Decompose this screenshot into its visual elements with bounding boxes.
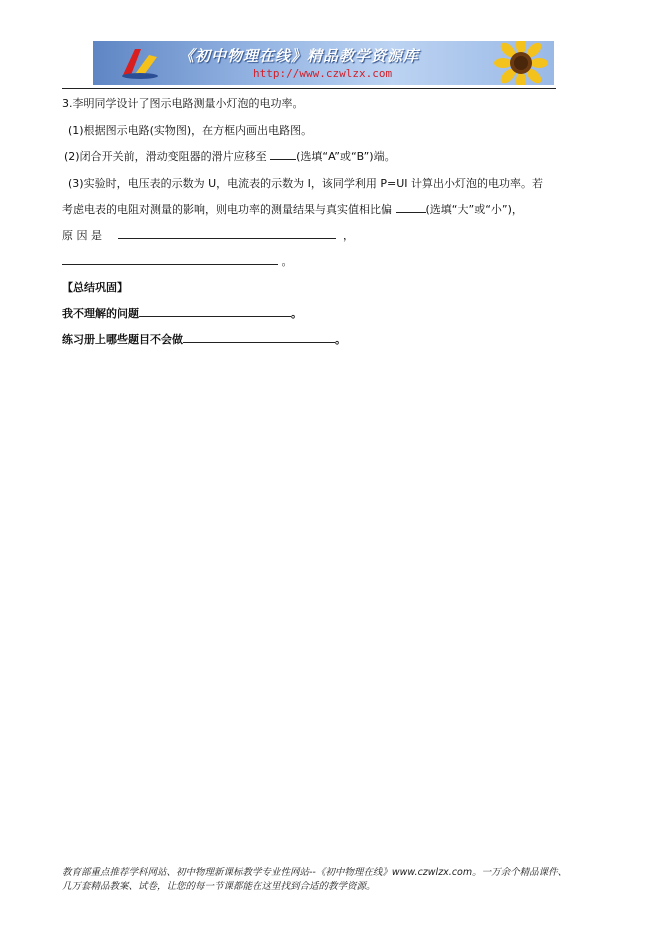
header-rule: [62, 88, 556, 89]
footer-line-2: 几万套精品教案、试卷，让您的每一节课都能在这里找到合适的教学资源。: [62, 881, 376, 892]
summary-heading: 【总结巩固】: [62, 281, 128, 294]
logo-icon: [119, 45, 161, 81]
question-part2: [64, 148, 396, 164]
answer-blank-bias[interactable]: [396, 202, 426, 213]
summary-item-2-label: 练习册上哪些题目不会做: [62, 333, 183, 346]
summary-blank-2[interactable]: [183, 332, 335, 343]
reason-comma: ，: [343, 229, 354, 242]
question-part1: (1)根据图示电路(实物图)，在方框内画出电路图。: [68, 124, 313, 137]
part3-line2-suffix: (选填“大”或“小”)，: [425, 203, 523, 216]
end-period: 。: [281, 255, 293, 268]
part3-line2-prefix: 考虑电表的电阻对测量的影响，则电功率的测量结果与真实值相比偏: [62, 203, 392, 216]
answer-blank-reason-continued[interactable]: [62, 254, 278, 265]
part2-prefix: (2)闭合开关前，滑动变阻器的滑片应移至: [64, 150, 267, 163]
question-intro: 3.李明同学设计了图示电路测量小灯泡的电功率。: [62, 97, 304, 110]
reason-line: [62, 227, 354, 243]
summary-item-1-end: 。: [291, 307, 302, 320]
summary-item-2-end: 。: [335, 333, 346, 346]
summary-blank-1[interactable]: [139, 306, 291, 317]
answer-blank-reason[interactable]: [118, 228, 336, 239]
reason-continuation: [62, 253, 293, 269]
question-part3-line1: (3)实验时，电压表的示数为 U，电流表的示数为 I，该同学利用 P=UI 计算出小灯泡的电功率。若: [68, 177, 544, 190]
reason-label: 原 因 是: [62, 229, 102, 242]
question-part3-line2: [62, 201, 523, 217]
summary-item-1: [62, 305, 302, 321]
banner-title: 《初中物理在线》精品教学资源库: [179, 47, 420, 65]
summary-item-1-label: 我不理解的问题: [62, 307, 139, 320]
banner-url[interactable]: http://www.czwlzx.com: [253, 67, 393, 80]
answer-blank-endpoint[interactable]: [270, 149, 296, 160]
summary-item-2: [62, 331, 346, 347]
part2-suffix: (选填“A”或“B”)端。: [296, 150, 396, 163]
header-banner: [93, 41, 554, 85]
footer-line-1: 教育部重点推荐学科网站、初中物理新课标教学专业性网站--《初中物理在线》www.czwlzx.com。一万余个精品课件、: [62, 867, 568, 878]
sunflower-icon: [485, 41, 554, 85]
